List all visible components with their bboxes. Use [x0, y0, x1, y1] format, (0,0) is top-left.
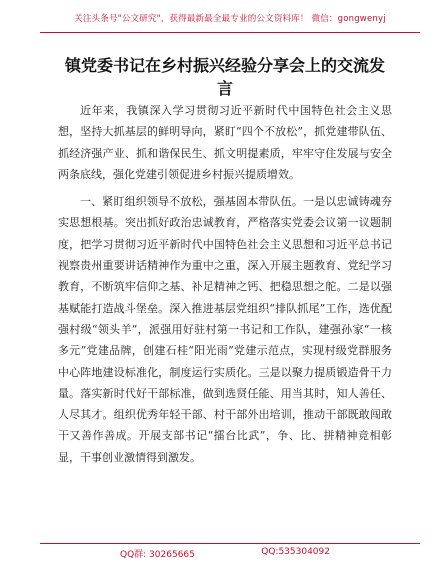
footer-divider	[40, 543, 420, 544]
footer	[120, 547, 330, 560]
paragraph-section-one: 一、紧盯组织领导不放松，强基固本带队伍。一是以忠诚铸魂夯实思想根基。突出抓好政治忠诚教育，严格落实党委会议第一议题制度，把学习贯彻习近平新时代中国特色社会主义思想和习近平总书记视察贵州重要讲话精神作为重中之重，深入开展主题教育、党纪学习教育，不断筑牢信仰之基、补足精神之钙、把稳思想之舵。二是以强基赋能打造战斗堡垒。深入推进基层党组织“排队抓尾”工作，选优配强村级“领头羊”，派强用好驻村第一书记和工作队，建强孙家“一核多元”党建品牌，创建石桂“阳光雨”党建示范点，实现村级党群服务中心阵地建设标准化，制度运行实质化。三是以聚力提质锻造骨干力量。落实新时代好干部标准，做到选贤任能、用当其时，知人善任、人尽其才。组织优秀年轻干部、村干部外出培训，推动干部既敢闯敢干又善作善成。开展支部书记“擂台比武”，争、比、拼精神竞相彰显，干事创业激情得到激发。	[58, 195, 392, 464]
document-body	[58, 100, 392, 474]
paragraph-intro: 近年来，我镇深入学习贯彻习近平新时代中国特色社会主义思想，坚持大抓基层的鲜明导向，紧盯“四个不放松”，抓党建带队伍、抓经济强产业、抓和谐保民生、抓文明提素质，牢牢守住发展与安全两条底线，强化党建引领促进乡村振兴提质增效。	[58, 104, 392, 181]
qq-group-number: QQ群: 30265665	[120, 550, 195, 560]
qq-number: QQ:535304092	[261, 547, 330, 557]
header-notice: 关注头条号"公文研究"，获得最新最全最专业的公文资料库！ 微信：gongwenyj	[74, 14, 386, 24]
header-divider	[40, 32, 420, 33]
document-title: 镇党委书记在乡村振兴经验分享会上的交流发言	[64, 56, 385, 98]
